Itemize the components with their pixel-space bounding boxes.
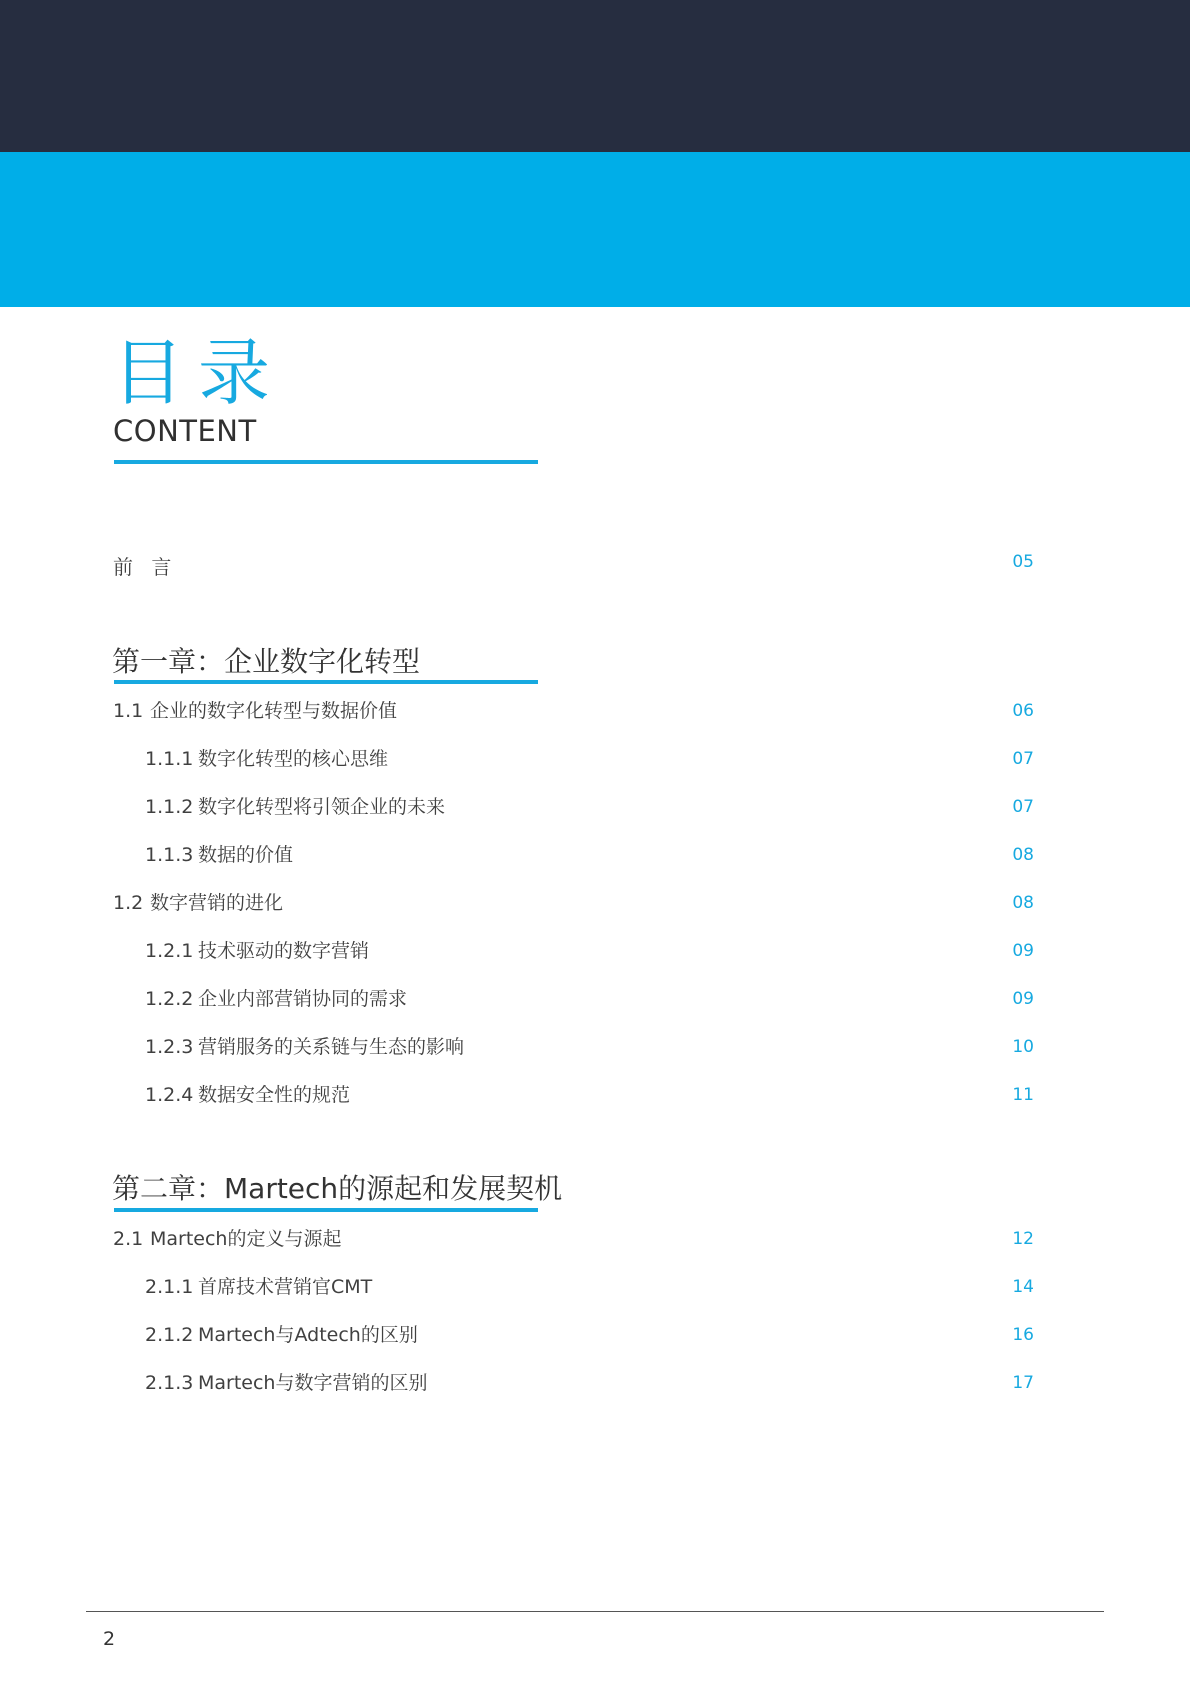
toc-entry[interactable] bbox=[0, 934, 1190, 968]
entry-number: 2.1.2 bbox=[145, 1324, 194, 1346]
chapter-1-underline bbox=[114, 680, 538, 684]
entry-page-number: 08 bbox=[1012, 893, 1034, 913]
entry-title: 数据安全性的规范 bbox=[198, 1084, 351, 1106]
entry-number: 1.2.2 bbox=[145, 988, 194, 1010]
entry-number: 1.1.1 bbox=[145, 748, 194, 770]
chapter-2-underline bbox=[114, 1208, 538, 1212]
entry-number: 1.2.4 bbox=[145, 1084, 194, 1106]
entry-number: 1.1 bbox=[113, 700, 144, 722]
toc-entry[interactable] bbox=[0, 982, 1190, 1016]
entry-number: 2.1.1 bbox=[145, 1276, 194, 1298]
entry-page-number: 07 bbox=[1012, 749, 1034, 769]
entry-number: 2.1 bbox=[113, 1228, 144, 1250]
entry-title: 数据的价值 bbox=[198, 844, 294, 866]
entry-page-number: 07 bbox=[1012, 797, 1034, 817]
toc-entry[interactable] bbox=[0, 742, 1190, 776]
entry-title: 企业内部营销协同的需求 bbox=[198, 988, 408, 1010]
toc-entry[interactable] bbox=[0, 1366, 1190, 1400]
chapter-1-heading[interactable]: 第一章：企业数字化转型 bbox=[112, 645, 421, 678]
preface-label: 前 言 bbox=[113, 555, 178, 579]
toc-entry[interactable] bbox=[0, 1078, 1190, 1112]
page-number: 2 bbox=[103, 1628, 116, 1650]
toc-entry[interactable] bbox=[0, 1030, 1190, 1064]
header-blue-band bbox=[0, 152, 1190, 307]
entry-page-number: 09 bbox=[1012, 941, 1034, 961]
toc-entry[interactable] bbox=[0, 1222, 1190, 1256]
entry-page-number: 06 bbox=[1012, 701, 1034, 721]
toc-title: 目录 bbox=[112, 331, 285, 415]
toc-entry[interactable] bbox=[0, 1318, 1190, 1352]
entry-page-number: 12 bbox=[1012, 1229, 1034, 1249]
chapter-2-heading[interactable]: 第二章：Martech的源起和发展契机 bbox=[112, 1172, 563, 1205]
toc-entry[interactable] bbox=[0, 1270, 1190, 1304]
entry-title: Martech与Adtech的区别 bbox=[198, 1324, 418, 1346]
entry-number: 1.1.2 bbox=[145, 796, 194, 818]
entry-title: 数字营销的进化 bbox=[150, 892, 284, 914]
entry-title: 技术驱动的数字营销 bbox=[198, 940, 370, 962]
entry-number: 2.1.3 bbox=[145, 1372, 194, 1394]
toc-subtitle: CONTENT bbox=[113, 414, 257, 448]
toc-entry[interactable] bbox=[0, 838, 1190, 872]
entry-page-number: 10 bbox=[1012, 1037, 1034, 1057]
entry-title: Martech与数字营销的区别 bbox=[198, 1372, 428, 1394]
toc-entry[interactable] bbox=[0, 694, 1190, 728]
header-dark-band bbox=[0, 0, 1190, 152]
entry-page-number: 16 bbox=[1012, 1325, 1034, 1345]
entry-title: 数字化转型将引领企业的未来 bbox=[198, 796, 446, 818]
entry-title: 营销服务的关系链与生态的影响 bbox=[198, 1036, 465, 1058]
toc-entry[interactable] bbox=[0, 886, 1190, 920]
entry-number: 1.1.3 bbox=[145, 844, 194, 866]
title-underline bbox=[114, 460, 538, 464]
entry-page-number: 14 bbox=[1012, 1277, 1034, 1297]
entry-page-number: 17 bbox=[1012, 1373, 1034, 1393]
entry-number: 1.2 bbox=[113, 892, 144, 914]
entry-number: 1.2.1 bbox=[145, 940, 194, 962]
entry-page-number: 11 bbox=[1012, 1085, 1034, 1105]
footer-divider bbox=[86, 1611, 1104, 1612]
preface-page-number: 05 bbox=[1012, 552, 1034, 572]
entry-title: 数字化转型的核心思维 bbox=[198, 748, 389, 770]
entry-number: 1.2.3 bbox=[145, 1036, 194, 1058]
entry-page-number: 09 bbox=[1012, 989, 1034, 1009]
entry-title: 企业的数字化转型与数据价值 bbox=[150, 700, 398, 722]
entry-page-number: 08 bbox=[1012, 845, 1034, 865]
entry-title: Martech的定义与源起 bbox=[150, 1228, 342, 1250]
entry-title: 首席技术营销官CMT bbox=[198, 1276, 373, 1298]
toc-entry[interactable] bbox=[0, 790, 1190, 824]
